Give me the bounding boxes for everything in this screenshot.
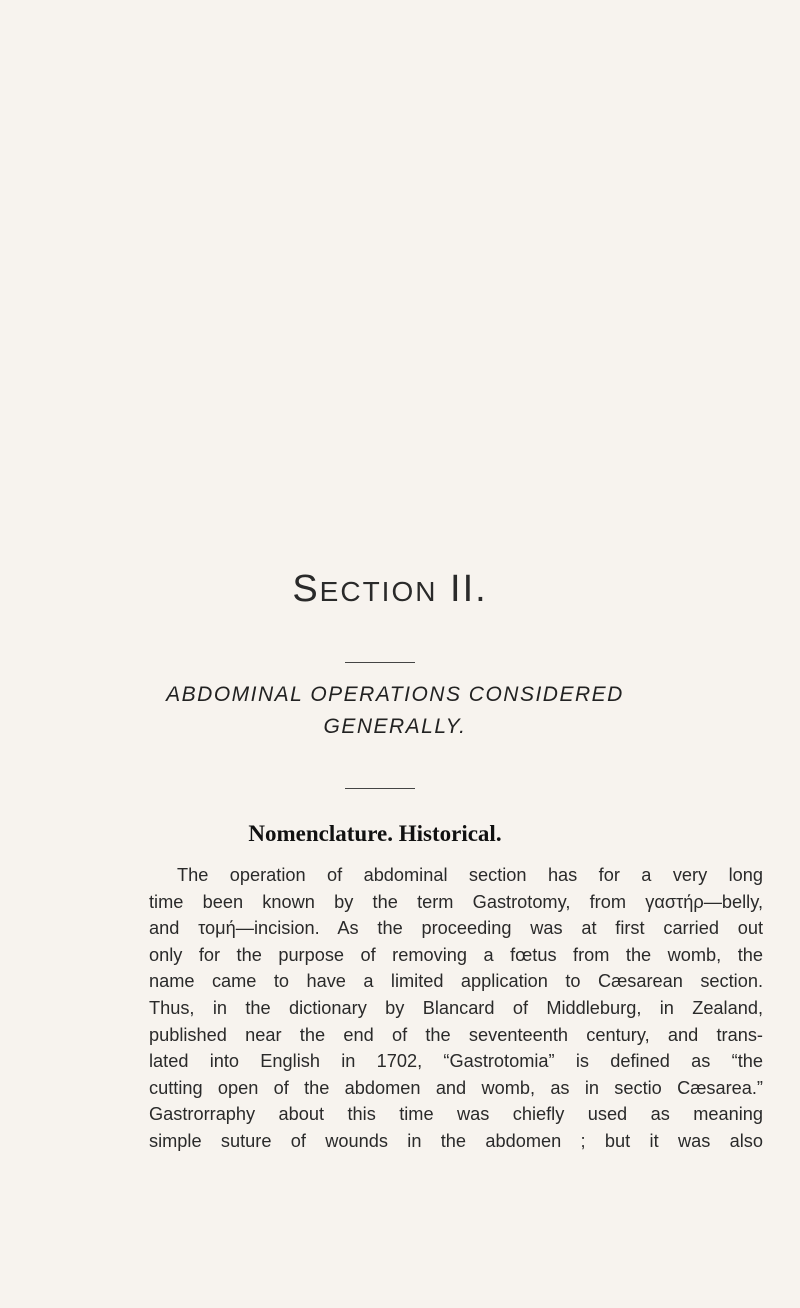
chapter-subtitle-line-1: ABDOMINAL OPERATIONS CONSIDERED bbox=[166, 683, 624, 706]
divider-rule-top bbox=[345, 662, 415, 663]
paragraph-line: and τομή—incision. As the proceeding was at first carried out bbox=[149, 918, 763, 939]
paragraph-line: only for the purpose of removing a fœtus from the womb, the bbox=[149, 944, 763, 965]
paragraph-line: The operation of abdominal section has for a very long bbox=[177, 865, 763, 885]
paragraph-line: Gastrorraphy about this time was chiefly used as meaning bbox=[149, 1104, 763, 1125]
paragraph-line: Thus, in the dictionary by Blancard of Middleburg, in Zealand, bbox=[149, 997, 763, 1018]
section-title bbox=[0, 568, 780, 611]
paragraph-line: cutting open of the abdomen and womb, as in sectio Cæsarea.” bbox=[149, 1077, 763, 1098]
section-title-initial: S bbox=[292, 568, 320, 610]
paragraph-line: lated into English in 1702, “Gastrotomia” is defined as “the bbox=[149, 1051, 763, 1072]
paragraph-line: name came to have a limited application to Cæsarean section. bbox=[149, 971, 763, 992]
paragraph-line: time been known by the term Gastrotomy, from γαστήρ—belly, bbox=[149, 891, 763, 912]
paragraph-line: simple suture of wounds in the abdomen ; but it was also bbox=[149, 1130, 763, 1151]
body-paragraph bbox=[149, 862, 763, 1155]
section-title-number: II. bbox=[437, 568, 488, 610]
divider-rule-bottom bbox=[345, 788, 415, 789]
section-title-word: ECTION bbox=[319, 576, 438, 607]
section-heading: Nomenclature. Historical. bbox=[248, 821, 502, 846]
chapter-subtitle-line-2: GENERALLY. bbox=[323, 715, 467, 738]
paragraph-line: published near the end of the seventeenth century, and trans- bbox=[149, 1024, 763, 1045]
